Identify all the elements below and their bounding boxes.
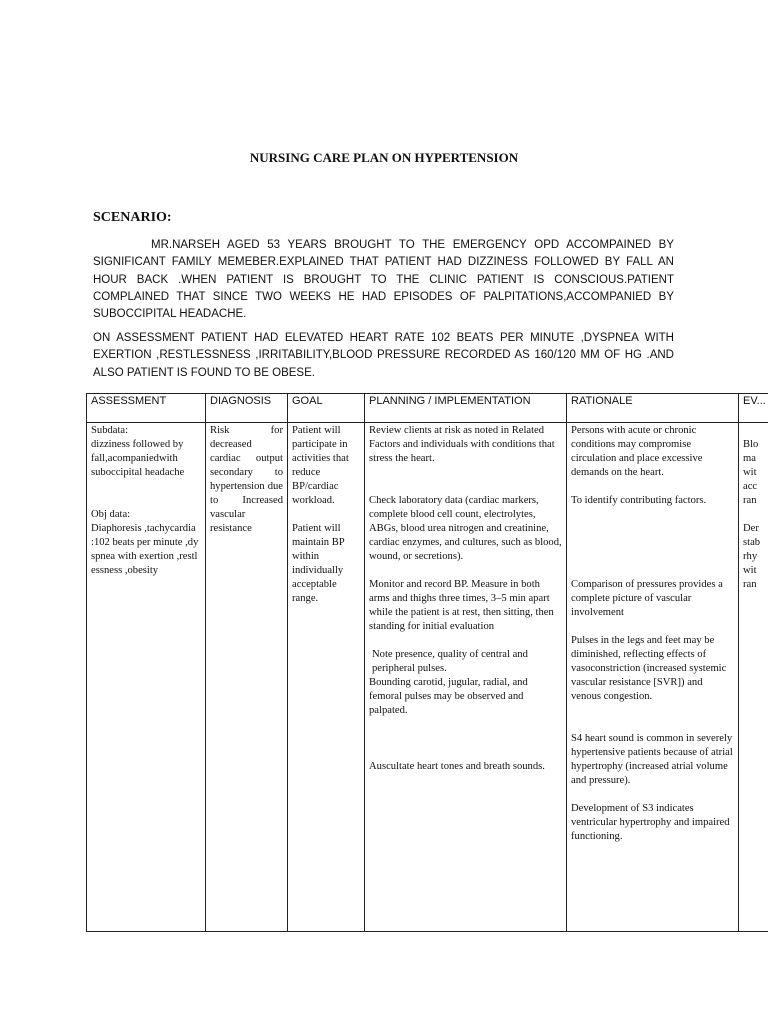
- scenario-heading: SCENARIO:: [93, 210, 172, 225]
- care-plan-table: [86, 393, 768, 932]
- rationale-item-3: Comparison of pressures provides a complete picture of vascular involvement: [571, 579, 723, 618]
- rationale-item-5: S4 heart sound is common in severely hypertensive patients because of atrial hypertrophy (increased atrial volume and pressure).: [571, 733, 733, 786]
- document-title: NURSING CARE PLAN ON HYPERTENSION: [249, 150, 519, 165]
- planning-item-6: Auscultate heart tones and breath sounds.: [369, 761, 545, 772]
- table-header-row: [87, 394, 768, 423]
- header-goal: GOAL: [288, 394, 365, 423]
- rationale-item-2: To identify contributing factors.: [571, 495, 707, 506]
- rationale-item-4: Pulses in the legs and feet may be diminished, reflecting effects of vasoconstriction (increased systemic vascular resistance [SVR]) and venous congestion.: [571, 635, 727, 702]
- rationale-item-1: Persons with acute or chronic conditions may compromise circulation and place excessive demands on the heart.: [571, 425, 703, 478]
- table-row: [87, 423, 768, 932]
- header-assessment: ASSESSMENT: [87, 394, 206, 423]
- header-planning: PLANNING / IMPLEMENTATION: [365, 394, 567, 423]
- goal-2: Patient will maintain BP within individually acceptable range.: [292, 523, 345, 604]
- rationale-item-6: Development of S3 indicates ventricular hypertrophy and impaired functioning.: [571, 803, 730, 842]
- goal-cell: [288, 423, 365, 932]
- planning-item-4: Note presence, quality of central and peripheral pulses.: [372, 649, 528, 674]
- rationale-cell: [567, 423, 739, 932]
- evaluation-item-1: Blo ma wit acc ran: [743, 439, 759, 506]
- subdata-label: Subdata:: [91, 425, 129, 436]
- diagnosis-cell: Risk for decreased cardiac output secondary to hypertension due to Increased vascular resistance: [206, 423, 288, 932]
- evaluation-item-2: Der stab rhy wit ran: [743, 523, 761, 590]
- planning-item-1: Review clients at risk as noted in Related Factors and individuals with conditions that stress the heart.: [369, 425, 555, 464]
- header-diagnosis: DIAGNOSIS: [206, 394, 288, 423]
- assessment-cell: [87, 423, 206, 932]
- planning-item-3: Monitor and record BP. Measure in both arms and thighs three times, 3–5 min apart while the patient is at rest, then sitting, then standing for initial evaluation: [369, 579, 554, 632]
- subdata-text: dizziness followed by fall,acompaniedwith suboccipital headache: [91, 439, 185, 478]
- planning-cell: [365, 423, 567, 932]
- goal-1: Patient will participate in activities that reduce BP/cardiac workload.: [292, 425, 349, 506]
- scenario-paragraph-1: MR.NARSEH AGED 53 YEARS BROUGHT TO THE EMERGENCY OPD ACCOMPAINED BY SIGNIFICANT FAMILY MEMEBER.EXPLAINED THAT PATIENT HAD DIZZINESS FOLLOWED BY FALL AN HOUR BACK .WHEN PATIENT IS BROUGHT TO THE CLINIC PATIENT IS CONSCIOUS.PATIENT COMPLAINED THAT SINCE TWO WEEKS HE HAD EPISODES OF PALPITATIONS,ACCOMPANIED BY SUBOCCIPITAL HEADACHE.: [93, 239, 674, 321]
- header-rationale: RATIONALE: [567, 394, 739, 423]
- header-evaluation: EV...: [739, 394, 768, 423]
- planning-item-2: Check laboratory data (cardiac markers, complete blood cell count, electrolytes, ABGs, blood urea nitrogen and creatinine, cardiac enzymes, and cultures, such as blood, wound, or secretions).: [369, 495, 562, 562]
- evaluation-cell: [739, 423, 768, 932]
- objdata-label: Obj data:: [91, 509, 131, 520]
- objdata-text: Diaphoresis ,tachycardia :102 beats per minute ,dyspnea with exertion ,restlessness ,obesity: [91, 523, 199, 576]
- scenario-paragraph-2: ON ASSESSMENT PATIENT HAD ELEVATED HEART RATE 102 BEATS PER MINUTE ,DYSPNEA WITH EXERTION ,RESTLESSNESS ,IRRITABILITY,BLOOD PRESSURE RECORDED AS 160/120 MM OF HG .AND ALSO PATIENT IS FOUND TO BE OBESE.: [93, 332, 674, 379]
- planning-item-5: Bounding carotid, jugular, radial, and femoral pulses may be observed and palpated.: [369, 677, 528, 716]
